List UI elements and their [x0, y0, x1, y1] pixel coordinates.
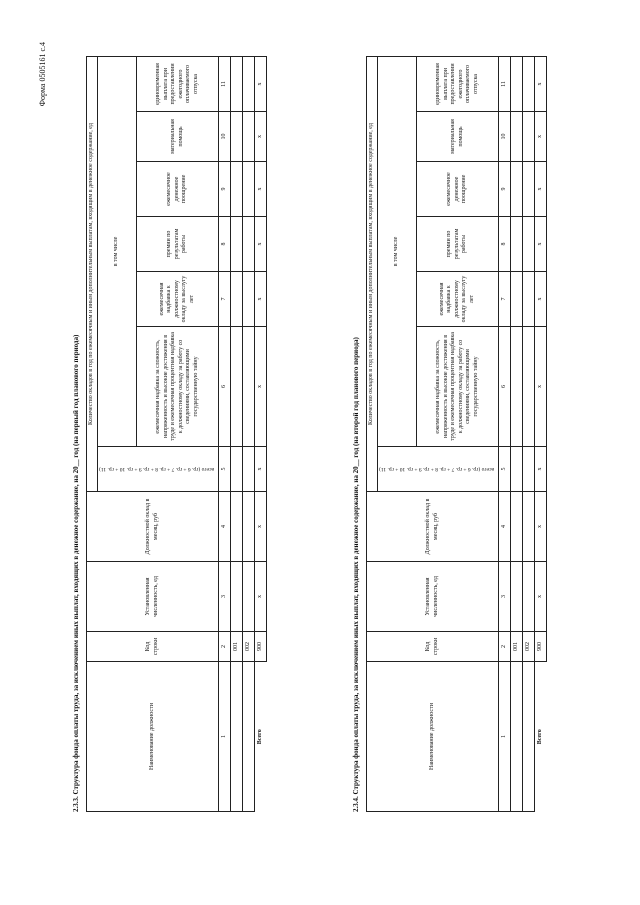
- header-group: Количество окладов в год по ежемесячным и иным дополнительным выплатам, входящим в денежное содержание, ед: [87, 56, 98, 491]
- header-c11: единовременная выплата при предоставлении ежегодного оплачиваемого отпуска: [417, 56, 499, 111]
- header-incl: в том числе: [97, 56, 137, 446]
- header-incl: в том числе: [377, 56, 417, 446]
- header-headcount: Установленная численность, ед: [367, 562, 499, 632]
- header-code: Код строки: [87, 632, 219, 662]
- salary-structure-table-year2: [366, 56, 547, 812]
- header-total: всего (гр. 6 + гр. 7 + гр. 8 + гр. 9 + гр. 10 + гр. 11): [97, 447, 219, 492]
- header-headcount: Установленная численность, ед: [87, 562, 219, 632]
- header-c8: премии по результатам работы: [137, 217, 219, 272]
- header-c7: ежемесячная надбавка к должностному окладу за выслугу лет: [137, 272, 219, 327]
- column-numbers-row: 1 2 3 4 5 6 7 8 9 10 11: [499, 56, 511, 811]
- total-row: Всего 900 x x x x x x x x x: [535, 56, 547, 811]
- header-c6: ежемесячная надбавка за сложность, напряженность и высокие достижения в труде и ежемесячная процентная надбавка к должностному окладу за работу со сведениями, составляющими государственную тайну: [137, 327, 219, 447]
- header-group: Количество окладов в год по ежемесячным и иным дополнительным выплатам, входящим в денежное содержание, ед: [367, 56, 378, 491]
- header-total: всего (гр. 6 + гр. 7 + гр. 8 + гр. 9 + гр. 10 + гр. 11): [377, 447, 499, 492]
- header-name: Наименование должности: [87, 662, 219, 812]
- form-number: Форма 0505161 с.4: [38, 42, 47, 107]
- header-c7: ежемесячная надбавка к должностному окладу за выслугу лет: [417, 272, 499, 327]
- header-code: Код строки: [367, 632, 499, 662]
- header-c9: ежемесячное денежное поощрение: [137, 162, 219, 217]
- table-row: 002: [243, 56, 255, 811]
- header-c10: материальная помощь: [417, 112, 499, 162]
- document-page: [30, 32, 610, 872]
- header-name: Наименование должности: [367, 662, 499, 812]
- header-c9: ежемесячное денежное поощрение: [417, 162, 499, 217]
- section-title-2-3-4: 2.3.4. Структура фонда оплаты труда, за исключением иных выплат, входящих в денежное содержание, на 20__ год (на второй год планового периода): [352, 337, 360, 812]
- total-row: Всего 900 x x x x x x x x x: [255, 56, 267, 811]
- header-c8: премии по результатам работы: [417, 217, 499, 272]
- header-c11: единовременная выплата при предоставлении ежегодного оплачиваемого отпуска: [137, 56, 219, 111]
- table-row: 001: [231, 56, 243, 811]
- column-numbers-row: 1 2 3 4 5 6 7 8 9 10 11: [219, 56, 231, 811]
- salary-structure-table-year1: [86, 56, 267, 812]
- header-c6: ежемесячная надбавка за сложность, напряженность и высокие достижения в труде и ежемесячная процентная надбавка к должностному окладу за работу со сведениями, составляющими государственную тайну: [417, 327, 499, 447]
- header-salary: Должностной оклад в месяц, руб: [87, 492, 219, 562]
- header-salary: Должностной оклад в месяц, руб: [367, 492, 499, 562]
- table-row: 001: [511, 56, 523, 811]
- table-row: 002: [523, 56, 535, 811]
- section-title-2-3-3: 2.3.3. Структура фонда оплаты труда, за исключением иных выплат, входящих в денежное содержание, на 20__ год (на первый год планового периода): [72, 334, 80, 812]
- header-c10: материальная помощь: [137, 112, 219, 162]
